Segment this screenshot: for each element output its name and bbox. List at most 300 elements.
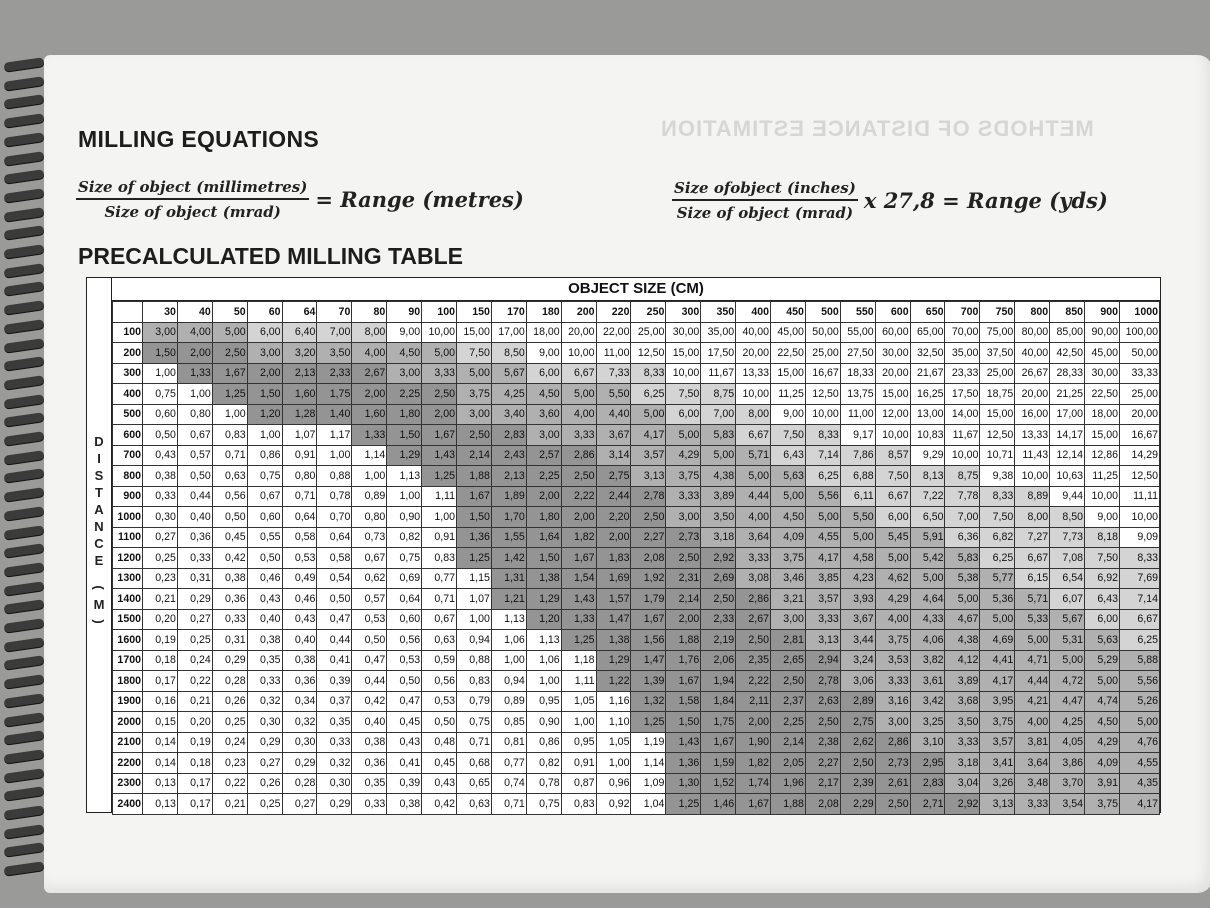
table-cell: 3,60 xyxy=(526,404,561,425)
table-cell: 6,67 xyxy=(875,486,910,507)
table-cell: 1,74 xyxy=(736,773,771,794)
table-cell: 5,00 xyxy=(561,384,596,405)
table-cell: 0,40 xyxy=(282,630,317,651)
table-cell: 16,00 xyxy=(1015,404,1050,425)
show-through-text: METHODS OF DISTANCE ESTIMATION xyxy=(660,116,1094,141)
table-cell: 1,69 xyxy=(596,568,631,589)
table-cell: 4,71 xyxy=(1015,650,1050,671)
spiral-ring xyxy=(4,543,45,557)
table-cell: 4,50 xyxy=(1085,712,1120,733)
table-cell: 0,49 xyxy=(282,568,317,589)
table-cell: 0,50 xyxy=(422,712,457,733)
table-cell: 1,47 xyxy=(631,650,666,671)
table-cell: 3,00 xyxy=(666,507,701,528)
spiral-ring xyxy=(4,263,45,277)
table-cell: 4,21 xyxy=(1015,691,1050,712)
table-cell: 0,33 xyxy=(247,671,282,692)
table-cell: 1,00 xyxy=(422,507,457,528)
table-cell: 7,78 xyxy=(945,486,980,507)
table-cell: 0,80 xyxy=(282,466,317,487)
table-cell: 0,43 xyxy=(282,609,317,630)
table-row xyxy=(113,650,1160,671)
spiral-ring xyxy=(4,600,45,614)
table-cell: 40,00 xyxy=(1015,343,1050,364)
table-cell: 0,19 xyxy=(177,732,212,753)
table-cell: 0,17 xyxy=(177,794,212,815)
table-cell: 5,29 xyxy=(1085,650,1120,671)
table-cell: 0,90 xyxy=(526,712,561,733)
table-cell: 2,27 xyxy=(805,753,840,774)
spiral-ring xyxy=(4,730,45,744)
row-header-distance: 1400 xyxy=(113,589,143,610)
table-cell: 7,86 xyxy=(840,445,875,466)
table-cell: 0,46 xyxy=(247,568,282,589)
table-cell: 7,50 xyxy=(1085,548,1120,569)
table-cell: 4,55 xyxy=(1120,753,1160,774)
table-cell: 3,75 xyxy=(771,548,806,569)
column-header: 700 xyxy=(945,302,980,323)
table-cell: 4,62 xyxy=(875,568,910,589)
table-cell: 1,29 xyxy=(596,650,631,671)
table-cell: 3,16 xyxy=(875,691,910,712)
table-cell: 5,83 xyxy=(701,425,736,446)
table-cell: 3,75 xyxy=(1085,794,1120,815)
table-cell: 0,50 xyxy=(177,466,212,487)
table-cell: 5,00 xyxy=(457,363,492,384)
table-cell: 6,11 xyxy=(840,486,875,507)
table-cell: 3,54 xyxy=(1050,794,1085,815)
table-cell: 3,75 xyxy=(457,384,492,405)
table-cell: 0,36 xyxy=(352,753,387,774)
table-cell: 2,13 xyxy=(491,466,526,487)
table-cell: 0,26 xyxy=(212,691,247,712)
column-header: 300 xyxy=(666,302,701,323)
spiral-ring xyxy=(4,487,45,501)
table-cell: 0,44 xyxy=(177,486,212,507)
table-cell: 1,82 xyxy=(736,753,771,774)
table-cell: 0,78 xyxy=(317,486,352,507)
table-cell: 3,21 xyxy=(771,589,806,610)
table-cell: 3,33 xyxy=(736,548,771,569)
table-cell: 28,33 xyxy=(1050,363,1085,384)
table-cell: 2,95 xyxy=(910,753,945,774)
table-cell: 1,38 xyxy=(596,630,631,651)
table-cell: 3,50 xyxy=(945,712,980,733)
table-cell: 1,00 xyxy=(596,753,631,774)
table-cell: 1,05 xyxy=(596,732,631,753)
column-header: 60 xyxy=(247,302,282,323)
table-row xyxy=(113,568,1160,589)
table-cell: 1,00 xyxy=(491,650,526,671)
table-cell: 3,75 xyxy=(875,630,910,651)
table-cell: 3,57 xyxy=(980,732,1015,753)
table-cell: 4,58 xyxy=(840,548,875,569)
row-header-distance: 1600 xyxy=(113,630,143,651)
table-cell: 2,00 xyxy=(352,384,387,405)
table-cell: 0,95 xyxy=(561,732,596,753)
table-cell: 1,00 xyxy=(387,486,422,507)
table-cell: 0,35 xyxy=(247,650,282,671)
table-cell: 2,50 xyxy=(805,712,840,733)
table-cell: 0,39 xyxy=(317,671,352,692)
column-header: 100 xyxy=(422,302,457,323)
column-header: 750 xyxy=(980,302,1015,323)
table-cell: 3,24 xyxy=(840,650,875,671)
table-cell: 2,27 xyxy=(631,527,666,548)
table-cell: 9,00 xyxy=(1085,507,1120,528)
table-cell: 0,38 xyxy=(212,568,247,589)
table-cell: 1,00 xyxy=(177,384,212,405)
table-cell: 0,27 xyxy=(177,609,212,630)
table-cell: 0,47 xyxy=(317,609,352,630)
table-cell: 0,36 xyxy=(177,527,212,548)
row-header-distance: 2200 xyxy=(113,753,143,774)
row-header-distance: 600 xyxy=(113,425,143,446)
equation-imperial-fraction xyxy=(672,179,858,222)
table-cell: 3,44 xyxy=(840,630,875,651)
spiral-ring xyxy=(4,413,45,427)
table-cell: 4,72 xyxy=(1050,671,1085,692)
table-cell: 0,85 xyxy=(491,712,526,733)
table-cell: 3,18 xyxy=(701,527,736,548)
table-cell: 3,33 xyxy=(1015,794,1050,815)
table-cell: 4,12 xyxy=(945,650,980,671)
table-cell: 4,38 xyxy=(701,466,736,487)
table-cell: 60,00 xyxy=(875,322,910,343)
table-cell: 1,80 xyxy=(526,507,561,528)
table-cell: 8,00 xyxy=(1015,507,1050,528)
table-cell: 4,06 xyxy=(910,630,945,651)
table-cell: 7,00 xyxy=(945,507,980,528)
table-cell: 10,00 xyxy=(422,322,457,343)
table-cell: 22,00 xyxy=(596,322,631,343)
table-cell: 1,57 xyxy=(596,589,631,610)
table-cell: 5,00 xyxy=(631,404,666,425)
table-cell: 0,17 xyxy=(177,773,212,794)
table-cell: 0,58 xyxy=(317,548,352,569)
table-cell: 2,50 xyxy=(561,466,596,487)
table-row xyxy=(113,794,1160,815)
table-cell: 1,79 xyxy=(631,589,666,610)
equation-imperial-numerator: Size ofobject (inches) xyxy=(672,179,858,201)
table-cell: 0,15 xyxy=(143,712,178,733)
table-cell: 2,73 xyxy=(875,753,910,774)
table-cell: 1,46 xyxy=(701,794,736,815)
table-cell: 12,14 xyxy=(1050,445,1085,466)
table-cell: 1,20 xyxy=(247,404,282,425)
table-cell: 3,26 xyxy=(980,773,1015,794)
table-cell: 0,38 xyxy=(352,732,387,753)
equation-imperial xyxy=(672,179,1108,222)
table-cell: 3,50 xyxy=(701,507,736,528)
table-cell: 3,95 xyxy=(980,691,1015,712)
table-cell: 5,26 xyxy=(1120,691,1160,712)
column-header: 150 xyxy=(457,302,492,323)
table-cell: 5,36 xyxy=(980,589,1015,610)
table-cell: 0,50 xyxy=(317,589,352,610)
table-cell: 0,38 xyxy=(387,794,422,815)
table-cell: 0,82 xyxy=(526,753,561,774)
table-cell: 2,50 xyxy=(701,589,736,610)
table-cell: 9,38 xyxy=(980,466,1015,487)
table-cell: 2,39 xyxy=(840,773,875,794)
table-cell: 3,13 xyxy=(631,466,666,487)
table-cell: 8,33 xyxy=(1120,548,1160,569)
table-cell: 7,08 xyxy=(1050,548,1085,569)
table-cell: 3,33 xyxy=(422,363,457,384)
table-cell: 0,64 xyxy=(282,507,317,528)
table-cell: 1,42 xyxy=(491,548,526,569)
table-cell: 9,17 xyxy=(840,425,875,446)
table-cell: 1,25 xyxy=(631,712,666,733)
row-header-distance: 2300 xyxy=(113,773,143,794)
table-cell: 3,89 xyxy=(701,486,736,507)
table-cell: 6,15 xyxy=(1015,568,1050,589)
table-cell: 3,14 xyxy=(596,445,631,466)
table-cell: 100,00 xyxy=(1120,322,1160,343)
table-cell: 70,00 xyxy=(945,322,980,343)
table-cell: 2,83 xyxy=(491,425,526,446)
table-cell: 0,74 xyxy=(491,773,526,794)
table-cell: 7,22 xyxy=(910,486,945,507)
table-cell: 0,94 xyxy=(457,630,492,651)
table-cell: 2,00 xyxy=(561,507,596,528)
table-cell: 0,83 xyxy=(422,548,457,569)
table-cell: 5,45 xyxy=(875,527,910,548)
table-cell: 3,33 xyxy=(945,732,980,753)
column-header: 170 xyxy=(491,302,526,323)
table-cell: 0,32 xyxy=(247,691,282,712)
table-row xyxy=(113,404,1160,425)
table-cell: 5,31 xyxy=(1050,630,1085,651)
table-cell: 2,75 xyxy=(596,466,631,487)
table-cell: 11,25 xyxy=(771,384,806,405)
distance-axis-letter: E xyxy=(94,553,104,568)
table-cell: 0,38 xyxy=(282,650,317,671)
table-cell: 4,17 xyxy=(805,548,840,569)
table-cell: 0,44 xyxy=(352,671,387,692)
table-cell: 5,71 xyxy=(1015,589,1050,610)
table-row xyxy=(113,773,1160,794)
table-cell: 0,29 xyxy=(212,650,247,671)
table-cell: 4,17 xyxy=(980,671,1015,692)
table-cell: 21,67 xyxy=(910,363,945,384)
table-cell: 0,83 xyxy=(212,425,247,446)
table-cell: 0,42 xyxy=(212,548,247,569)
table-cell: 0,75 xyxy=(387,548,422,569)
table-cell: 0,43 xyxy=(247,589,282,610)
table-cell: 6,54 xyxy=(1050,568,1085,589)
table-cell: 6,00 xyxy=(1085,609,1120,630)
table-cell: 0,25 xyxy=(177,630,212,651)
table-cell: 2,33 xyxy=(317,363,352,384)
table-cell: 0,50 xyxy=(247,548,282,569)
table-cell: 3,25 xyxy=(910,712,945,733)
table-cell: 1,20 xyxy=(526,609,561,630)
table-cell: 50,00 xyxy=(805,322,840,343)
spiral-ring xyxy=(4,656,45,670)
table-cell: 1,56 xyxy=(631,630,666,651)
table-cell: 0,27 xyxy=(282,794,317,815)
table-cell: 0,86 xyxy=(526,732,561,753)
table-cell: 6,67 xyxy=(736,425,771,446)
table-cell: 32,50 xyxy=(910,343,945,364)
table-cell: 2,92 xyxy=(945,794,980,815)
table-cell: 7,50 xyxy=(771,425,806,446)
table-cell: 6,67 xyxy=(1120,609,1160,630)
table-cell: 0,86 xyxy=(247,445,282,466)
table-cell: 0,13 xyxy=(143,794,178,815)
table-cell: 0,40 xyxy=(177,507,212,528)
equation-imperial-denominator: Size of object (mrad) xyxy=(676,204,854,222)
table-cell: 6,40 xyxy=(282,322,317,343)
distance-axis-label xyxy=(87,278,112,812)
table-cell: 1,54 xyxy=(561,568,596,589)
table-cell: 7,14 xyxy=(805,445,840,466)
table-cell: 0,14 xyxy=(143,732,178,753)
table-cell: 0,41 xyxy=(387,753,422,774)
table-cell: 3,53 xyxy=(875,650,910,671)
table-cell: 7,50 xyxy=(666,384,701,405)
table-cell: 0,90 xyxy=(387,507,422,528)
table-cell: 42,50 xyxy=(1050,343,1085,364)
table-cell: 6,36 xyxy=(945,527,980,548)
equation-metric-fraction xyxy=(76,178,309,221)
table-cell: 2,00 xyxy=(596,527,631,548)
table-cell: 3,64 xyxy=(1015,753,1050,774)
table-cell: 0,28 xyxy=(282,773,317,794)
spiral-ring xyxy=(4,57,45,71)
spiral-ring xyxy=(4,712,45,726)
table-cell: 7,00 xyxy=(701,404,736,425)
table-cell: 2,25 xyxy=(387,384,422,405)
table-cell: 2,00 xyxy=(177,343,212,364)
table-cell: 0,27 xyxy=(247,753,282,774)
table-cell: 85,00 xyxy=(1050,322,1085,343)
table-cell: 0,30 xyxy=(143,507,178,528)
table-cell: 0,63 xyxy=(212,466,247,487)
table-cell: 5,71 xyxy=(736,445,771,466)
table-cell: 8,13 xyxy=(910,466,945,487)
table-cell: 4,09 xyxy=(771,527,806,548)
table-cell: 2,38 xyxy=(805,732,840,753)
table-cell: 11,00 xyxy=(596,343,631,364)
table-cell: 4,29 xyxy=(666,445,701,466)
table-cell: 15,00 xyxy=(457,322,492,343)
table-cell: 1,25 xyxy=(457,548,492,569)
table-cell: 1,00 xyxy=(212,404,247,425)
table-cell: 0,88 xyxy=(317,466,352,487)
table-cell: 20,00 xyxy=(561,322,596,343)
table-cell: 3,68 xyxy=(945,691,980,712)
spiral-ring xyxy=(4,581,45,595)
table-cell: 40,00 xyxy=(736,322,771,343)
table-cell: 2,81 xyxy=(771,630,806,651)
table-row xyxy=(113,486,1160,507)
table-cell: 1,47 xyxy=(596,609,631,630)
table-cell: 0,45 xyxy=(212,527,247,548)
table-cell: 0,56 xyxy=(212,486,247,507)
spiral-ring xyxy=(4,637,45,651)
table-cell: 0,18 xyxy=(143,650,178,671)
column-header: 650 xyxy=(910,302,945,323)
table-cell: 2,67 xyxy=(736,609,771,630)
table-cell: 1,07 xyxy=(282,425,317,446)
table-cell: 33,33 xyxy=(1120,363,1160,384)
table-cell: 2,57 xyxy=(526,445,561,466)
table-cell: 8,57 xyxy=(875,445,910,466)
table-cell: 5,00 xyxy=(840,527,875,548)
table-row xyxy=(113,753,1160,774)
table-cell: 0,60 xyxy=(143,404,178,425)
table-cell: 1,40 xyxy=(317,404,352,425)
table-cell: 14,17 xyxy=(1050,425,1085,446)
table-cell: 3,33 xyxy=(666,486,701,507)
table-cell: 0,81 xyxy=(491,732,526,753)
column-header: 40 xyxy=(177,302,212,323)
table-cell: 3,10 xyxy=(910,732,945,753)
table-cell: 9,09 xyxy=(1120,527,1160,548)
table-cell: 0,77 xyxy=(422,568,457,589)
equation-metric xyxy=(76,178,524,221)
spiral-ring xyxy=(4,749,45,763)
table-cell: 4,69 xyxy=(980,630,1015,651)
table-cell: 1,17 xyxy=(317,425,352,446)
table-cell: 3,91 xyxy=(1085,773,1120,794)
table-cell: 3,86 xyxy=(1050,753,1085,774)
table-cell: 2,00 xyxy=(526,486,561,507)
table-cell: 0,18 xyxy=(177,753,212,774)
table-cell: 10,63 xyxy=(1050,466,1085,487)
table-cell: 0,21 xyxy=(212,794,247,815)
table-cell: 1,94 xyxy=(701,671,736,692)
column-header: 220 xyxy=(596,302,631,323)
spiral-ring xyxy=(4,113,45,127)
table-cell: 4,41 xyxy=(980,650,1015,671)
table-cell: 2,14 xyxy=(457,445,492,466)
table-cell: 3,04 xyxy=(945,773,980,794)
column-header: 30 xyxy=(143,302,178,323)
table-cell: 8,00 xyxy=(352,322,387,343)
table-cell: 0,60 xyxy=(387,609,422,630)
table-cell: 14,29 xyxy=(1120,445,1160,466)
table-cell: 2,65 xyxy=(771,650,806,671)
table-cell: 1,43 xyxy=(666,732,701,753)
table-cell: 1,83 xyxy=(596,548,631,569)
table-cell: 1,67 xyxy=(666,671,701,692)
table-cell: 5,67 xyxy=(491,363,526,384)
table-cell: 0,34 xyxy=(282,691,317,712)
table-cell: 11,11 xyxy=(1120,486,1160,507)
table-cell: 2,37 xyxy=(771,691,806,712)
table-cell: 12,86 xyxy=(1085,445,1120,466)
column-header: 450 xyxy=(771,302,806,323)
spiral-ring xyxy=(4,843,45,857)
table-cell: 6,07 xyxy=(1050,589,1085,610)
table-cell: 5,00 xyxy=(910,568,945,589)
table-cell: 1,67 xyxy=(701,732,736,753)
row-header-distance: 400 xyxy=(113,384,143,405)
table-cell: 5,83 xyxy=(945,548,980,569)
distance-axis-letter: N xyxy=(94,519,104,534)
table-cell: 5,00 xyxy=(1050,650,1085,671)
table-cell: 5,50 xyxy=(840,507,875,528)
row-header-distance: 1900 xyxy=(113,691,143,712)
table-cell: 0,20 xyxy=(143,609,178,630)
table-cell: 3,00 xyxy=(526,425,561,446)
table-cell: 0,19 xyxy=(143,630,178,651)
table-cell: 6,67 xyxy=(1015,548,1050,569)
